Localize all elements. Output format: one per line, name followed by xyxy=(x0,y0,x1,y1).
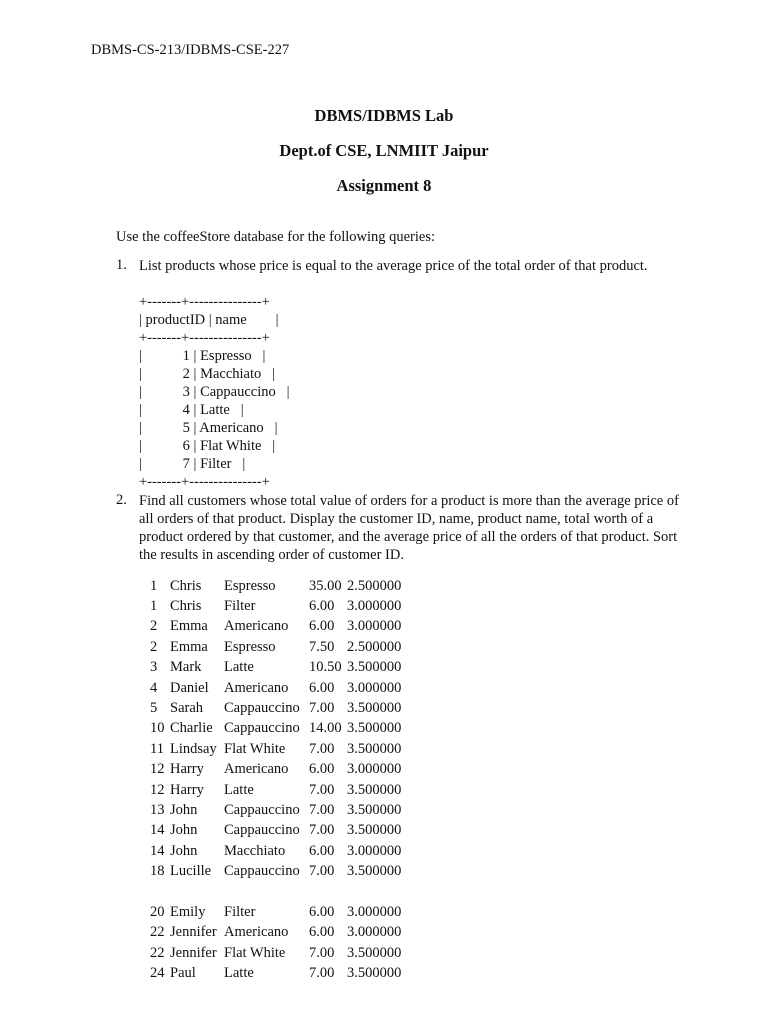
total-worth: 7.00 xyxy=(309,801,335,818)
result-row xyxy=(150,780,417,800)
product-name: Macchiato xyxy=(200,366,262,382)
product-row: | 2 | Macchiato | xyxy=(139,366,276,382)
product-name: Latte xyxy=(224,781,254,798)
average-price: 3.000000 xyxy=(347,679,402,696)
average-price: 3.000000 xyxy=(347,924,402,941)
product-name: Latte xyxy=(224,965,254,982)
result-row xyxy=(150,576,417,596)
product-name: Filter xyxy=(224,598,256,615)
result-row xyxy=(150,658,417,678)
product-result-table xyxy=(139,293,290,491)
customer-id: 5 xyxy=(150,700,158,717)
customer-name: Emma xyxy=(170,618,208,635)
customer-id: 14 xyxy=(150,842,165,859)
question-2-text: Find all customers whose total value of orders for a product is more than the average price of all orders of that product. Display the customer ID, name, product name, total worth of a product ordered by that customer, and the average price of all the orders of that product. Sort the results in ascending order of customer ID. xyxy=(139,493,679,563)
average-price: 3.500000 xyxy=(347,944,402,961)
table-border: +-------+---------------+ xyxy=(139,330,270,346)
product-row: | 3 | Cappauccino | xyxy=(139,384,290,400)
customer-name: Jennifer xyxy=(170,944,217,961)
average-price: 3.000000 xyxy=(347,618,402,635)
customer-name: Chris xyxy=(170,598,202,615)
product-name: Espresso xyxy=(224,577,276,594)
result-row xyxy=(150,698,417,718)
result-row xyxy=(150,637,417,657)
question-1-number: 1. xyxy=(116,257,127,273)
customer-id: 11 xyxy=(150,740,164,757)
result-row xyxy=(150,923,417,943)
product-row: | 6 | Flat White | xyxy=(139,438,276,454)
customer-name: John xyxy=(170,801,198,818)
average-price: 2.500000 xyxy=(347,577,402,594)
total-worth: 7.00 xyxy=(309,700,335,717)
customer-name: Harry xyxy=(170,761,204,778)
customer-name: Emma xyxy=(170,638,208,655)
customer-id: 22 xyxy=(150,924,165,941)
product-row: | 5 | Americano | xyxy=(139,420,278,436)
document-title: DBMS/IDBMS Lab xyxy=(314,106,454,125)
customer-id: 20 xyxy=(150,903,165,920)
total-worth: 10.50 xyxy=(309,659,342,676)
result-row xyxy=(150,943,417,963)
table-header-row: | productID | name | xyxy=(139,312,279,328)
total-worth: 6.00 xyxy=(309,679,335,696)
average-price: 3.000000 xyxy=(347,598,402,615)
customer-id: 14 xyxy=(150,822,165,839)
product-name: Cappauccino xyxy=(224,801,300,818)
customer-name: Mark xyxy=(170,659,202,676)
total-worth: 14.00 xyxy=(309,720,342,737)
total-worth: 35.00 xyxy=(309,577,342,594)
product-name: Cappauccino xyxy=(200,384,276,400)
product-name: Macchiato xyxy=(224,842,286,859)
department-title: Dept.of CSE, LNMIIT Jaipur xyxy=(279,141,489,160)
customer-name: Daniel xyxy=(170,679,209,696)
product-row: | 4 | Latte | xyxy=(139,402,244,418)
customer-name: Emily xyxy=(170,903,206,920)
average-price: 3.500000 xyxy=(347,822,402,839)
product-name: Americano xyxy=(224,761,289,778)
average-price: 3.500000 xyxy=(347,863,402,880)
product-id: 2 xyxy=(182,366,190,382)
customer-result-table xyxy=(150,576,417,984)
average-price: 3.000000 xyxy=(347,842,402,859)
customer-id: 13 xyxy=(150,801,165,818)
course-code: DBMS-CS-213/IDBMS-CSE-227 xyxy=(91,42,290,58)
customer-name: Lindsay xyxy=(170,740,217,757)
product-name: Flat White xyxy=(200,438,262,454)
product-name: Espresso xyxy=(200,348,252,364)
customer-id: 1 xyxy=(150,577,158,594)
total-worth: 6.00 xyxy=(309,598,335,615)
customer-id: 12 xyxy=(150,781,165,798)
result-row xyxy=(150,800,417,820)
customer-id: 2 xyxy=(150,618,158,635)
average-price: 3.500000 xyxy=(347,965,402,982)
result-row xyxy=(150,596,417,616)
total-worth: 6.00 xyxy=(309,761,335,778)
customer-id: 18 xyxy=(150,863,165,880)
customer-id: 2 xyxy=(150,638,158,655)
customer-name: Charlie xyxy=(170,720,213,737)
average-price: 3.500000 xyxy=(347,781,402,798)
total-worth: 7.00 xyxy=(309,822,335,839)
total-worth: 6.00 xyxy=(309,924,335,941)
product-name: Cappauccino xyxy=(224,863,300,880)
product-name: Filter xyxy=(200,456,232,472)
customer-id: 22 xyxy=(150,944,165,961)
customer-id: 3 xyxy=(150,659,158,676)
product-name: Americano xyxy=(199,420,264,436)
average-price: 3.000000 xyxy=(347,761,402,778)
average-price: 3.500000 xyxy=(347,700,402,717)
average-price: 2.500000 xyxy=(347,638,402,655)
average-price: 3.500000 xyxy=(347,659,402,676)
product-name: Latte xyxy=(224,659,254,676)
product-row: | 7 | Filter | xyxy=(139,456,246,472)
average-price: 3.000000 xyxy=(347,903,402,920)
product-name: Latte xyxy=(200,402,230,418)
result-row xyxy=(150,739,417,759)
result-row xyxy=(150,861,417,881)
product-name: Filter xyxy=(224,903,256,920)
table-border: +-------+---------------+ xyxy=(139,474,270,490)
customer-id: 4 xyxy=(150,679,158,696)
product-name: Cappauccino xyxy=(224,720,300,737)
result-row xyxy=(150,760,417,780)
product-name: Flat White xyxy=(224,944,286,961)
average-price: 3.500000 xyxy=(347,740,402,757)
result-row xyxy=(150,617,417,637)
customer-name: John xyxy=(170,842,198,859)
product-name: Flat White xyxy=(224,740,286,757)
total-worth: 7.00 xyxy=(309,863,335,880)
product-id: 4 xyxy=(182,402,190,418)
product-row: | 1 | Espresso | xyxy=(139,348,266,364)
customer-id: 10 xyxy=(150,720,165,737)
customer-name: Jennifer xyxy=(170,924,217,941)
total-worth: 6.00 xyxy=(309,903,335,920)
customer-name: Sarah xyxy=(170,700,204,717)
average-price: 3.500000 xyxy=(347,720,402,737)
product-id: 1 xyxy=(182,348,190,364)
customer-name: John xyxy=(170,822,198,839)
product-id: 3 xyxy=(182,384,190,400)
result-row xyxy=(150,719,417,739)
blank-row xyxy=(150,882,417,902)
product-name: Cappauccino xyxy=(224,700,300,717)
assignment-title: Assignment 8 xyxy=(336,176,432,195)
customer-id: 12 xyxy=(150,761,165,778)
result-row xyxy=(150,821,417,841)
product-id: 6 xyxy=(182,438,190,454)
total-worth: 6.00 xyxy=(309,842,335,859)
customer-name: Lucille xyxy=(170,863,212,880)
product-id: 5 xyxy=(182,420,190,436)
customer-id: 1 xyxy=(150,598,158,615)
table-border: +-------+---------------+ xyxy=(139,294,270,310)
customer-name: Harry xyxy=(170,781,204,798)
result-row xyxy=(150,902,417,922)
product-name: Americano xyxy=(224,618,289,635)
question-2-number: 2. xyxy=(116,492,127,508)
intro-text: Use the coffeeStore database for the following queries: xyxy=(116,229,436,245)
total-worth: 7.50 xyxy=(309,638,335,655)
result-row xyxy=(150,678,417,698)
total-worth: 7.00 xyxy=(309,965,335,982)
total-worth: 7.00 xyxy=(309,740,335,757)
product-name: Americano xyxy=(224,924,289,941)
product-name: Cappauccino xyxy=(224,822,300,839)
question-1-text: List products whose price is equal to the average price of the total order of that product. xyxy=(139,258,648,274)
total-worth: 6.00 xyxy=(309,618,335,635)
customer-id: 24 xyxy=(150,965,165,982)
product-name: Espresso xyxy=(224,638,276,655)
total-worth: 7.00 xyxy=(309,781,335,798)
total-worth: 7.00 xyxy=(309,944,335,961)
result-row xyxy=(150,963,417,983)
result-row xyxy=(150,841,417,861)
product-id: 7 xyxy=(182,456,190,472)
customer-name: Chris xyxy=(170,577,202,594)
average-price: 3.500000 xyxy=(347,801,402,818)
customer-name: Paul xyxy=(170,965,196,982)
product-name: Americano xyxy=(224,679,289,696)
